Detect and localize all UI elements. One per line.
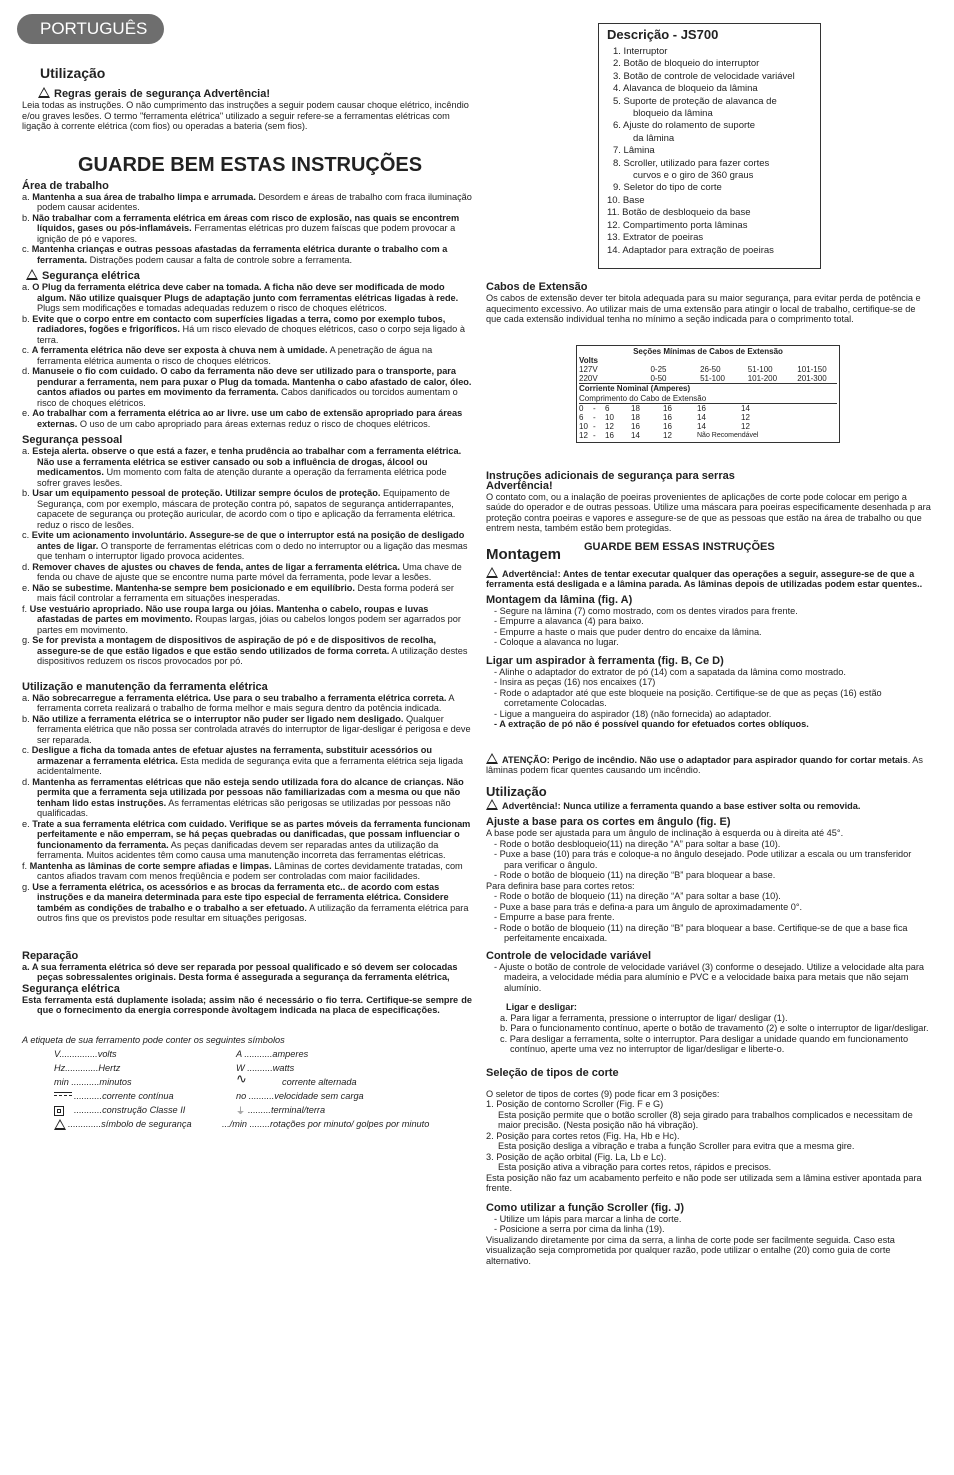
class-ii-icon: [54, 1106, 64, 1116]
atencao-text: . As lâminas podem ficar quentes causando um incêndio.: [486, 754, 924, 776]
reparacao-list: [22, 962, 472, 983]
list-line: - Puxe a base para trás e defina-a para um ângulo de aproximadamente 0°.: [494, 901, 803, 912]
item-marker: c.: [22, 345, 30, 355]
item-bold: Mantenha as lâminas de corte sempre afiadas e limpas.: [29, 860, 272, 871]
dc-current-icon: [54, 1092, 72, 1096]
regras-title: Regras gerais de segurança Advertência!: [54, 88, 271, 100]
warning-icon: [486, 799, 498, 810]
list-item: [22, 562, 472, 583]
item-text: O transporte de ferramentas elétricas com o dedo no interruptor ou a ligação das mesmas que tenham o interruptor ligado provoca acidentes.: [37, 540, 468, 561]
list-line: - Empurre a alavanca (4) para baixo.: [494, 616, 644, 627]
table-cell: 51-100: [700, 374, 725, 384]
ligar-list: [486, 1013, 932, 1055]
ac-current-icon: ∿: [236, 1071, 247, 1086]
item-marker: c.: [22, 244, 30, 254]
util-warning: Advertência!: Nunca utilize a ferramenta quando a base estiver solta ou removida.: [502, 800, 861, 811]
item-text: Desordem e áreas de trabalho com fraca iluminação podem causar acidentes.: [37, 191, 472, 212]
item-bold: Manuseie o fio com cuidado. O cabo da ferramenta não deve ser utilizado para o transporte, para pendurar a ferramenta, nem para puxar o Plug da tomada. Mantenha o cabo afastado de calor, óleo. cantos afiados ou partes em movimento da ferramenta.: [32, 366, 472, 397]
table-cell: 12: [741, 422, 750, 432]
item-text: Um momento com falta de atenção durante a operação da ferramenta elétrica pode sofrer graves lesões.: [37, 467, 447, 488]
list-line: 2. Posição para cortes retos (Fig. Ha, Hb e Hc).: [486, 1130, 680, 1141]
symbol-amperes: A ...........amperes: [236, 1049, 309, 1059]
item-bold: A sua ferramenta elétrica só deve ser reparada por pessoal qualificado e só devem ser colocadas peças sobressalentes originais. Desta forma é assegurada a segurança da ferramenta elétrica,: [31, 961, 458, 982]
item-text: A penetração de água na ferramenta elétrica aumenta o risco de choques elétricos.: [37, 345, 433, 366]
list-item: [22, 745, 472, 777]
item-bold: Evite que o corpo entre em contacto com superfícies ligadas a terra, como por exemplo tubos, radiadores, fogões e frigoríficos.: [32, 313, 446, 334]
table-comprimento: Comprimento do Cabo de Extensão: [579, 394, 837, 404]
table-row: [579, 431, 837, 440]
item-marker: d.: [22, 776, 30, 787]
selecao-title: Seleção de tipos de corte: [486, 1066, 619, 1079]
list-line: - Insira as peças (16) nos encaixes (17): [494, 677, 656, 688]
item-bold: O Plug da ferramenta elétrica deve caber na tomada. A ficha não deve ser modificada de modo algum. Não utilize quaisquer Plugs de adaptação junto com ferramentas elétricas ligadas à rede.: [32, 282, 459, 303]
item-marker: e.: [22, 408, 30, 418]
item-marker: c.: [22, 530, 30, 540]
utilizacao2-title: Utilização: [486, 783, 547, 799]
description-item: 5. Suporte de proteção de alavanca de: [613, 95, 777, 107]
description-title: Descrição - JS700: [607, 27, 719, 42]
right-column: [486, 281, 932, 1266]
item-text: Distrações podem causar a falta de controle sobre a ferramenta.: [87, 254, 353, 265]
item-marker: a.: [22, 282, 30, 292]
table-cell: 127V: [579, 364, 598, 374]
seg-el2-text: Esta ferramenta está duplamente isolada; assim não é necessário o fio terra. Certifique-se sempre de que o fornecimento da energia corresponde àvoltagem indicada na placa de especificações.: [22, 994, 472, 1015]
table-cell: 12: [741, 412, 750, 422]
table-cell: 0-25: [650, 364, 667, 374]
list-item: [22, 693, 472, 714]
table-cell: 0: [579, 403, 584, 413]
item-marker: a.: [22, 191, 30, 202]
list-line: - Empurre a haste o mais que puder dentro do encaixe da lâmina.: [494, 626, 762, 637]
aspirador-title: Ligar um aspirador à ferramenta (fig. B, Ce D): [486, 654, 724, 667]
table-cell: 12: [579, 431, 588, 441]
item-bold: Mantenha as ferramentas elétricas que não esteja sendo utilizada fora do alcance de crianças. Não permita que a ferramenta seja utilizada por pessoas não familiarizadas com a mesma ou que não tenham lido estas instruções.: [32, 776, 464, 808]
symbol-dc: ...........corrente contínua: [74, 1091, 174, 1101]
table-cell: 16: [697, 403, 706, 413]
instr-adv: Advertência!: [486, 479, 553, 492]
instr-title: Instruções adicionais de segurança para serras: [486, 469, 735, 482]
item-marker: f.: [22, 603, 28, 614]
item-marker: b.: [22, 212, 30, 223]
table-title: Seções Mínimas de Cabos de Extensão: [633, 346, 783, 356]
selecao-list: [486, 1089, 932, 1194]
item-marker: b.: [22, 313, 30, 324]
list-line: - Empurre a base para frente.: [494, 912, 615, 923]
description-item: 6. Ajuste do rolamento de suporte: [613, 120, 756, 132]
list-item: [22, 314, 472, 346]
item-text: As peças danificadas devem ser reparadas antes da utilização da ferramenta. Muitos acidentes têm como causa uma manutenção incorreta das ferramentas elétricas.: [37, 839, 446, 860]
list-item: [22, 488, 472, 530]
list-line: 1. Posição de contorno Scroller (Fig. F e G): [486, 1099, 664, 1110]
item-text: Lâminas de cortes devidamente tratadas, com cantos afiados travam com menos freqüência e podem ser controladas com maior facilidades.: [37, 860, 463, 881]
item-marker: e.: [22, 818, 30, 829]
seg-el2-title: Segurança elétrica: [22, 982, 120, 995]
ligar-title: Ligar e desligar:: [506, 1002, 577, 1013]
mont-lamina-title: Montagem da lâmina (fig. A): [486, 593, 633, 606]
list-line: - Ligue a mangueira do aspirador (18) (não fornecida) ao adaptador.: [494, 708, 772, 719]
table-cell: 12: [663, 431, 672, 441]
description-box: [598, 23, 821, 269]
cabos-title: Cabos de Extensão: [486, 281, 588, 293]
symbol-volts: V...............volts: [54, 1049, 117, 1059]
table-cell: 18: [631, 412, 640, 422]
seg-el-title: Segurança elétrica: [42, 270, 140, 282]
item-text: Ferramentas elétricas pro duzem faíscas que podem provocar a ignição de pó e vapores.: [37, 223, 456, 244]
description-item: bloqueio da lâmina: [633, 108, 713, 120]
item-marker: a.: [22, 446, 30, 456]
uso-title: Utilização e manutenção da ferramenta elétrica: [22, 680, 268, 693]
description-item: 9. Seletor do tipo de corte: [613, 182, 722, 194]
item-text: A utilização destes dispositivos reduzem os riscos provocados por pó.: [37, 645, 468, 666]
list-item: [22, 635, 472, 667]
ajuste-list: [486, 828, 932, 944]
table-cell: -: [593, 422, 596, 432]
table-cell: 16: [663, 412, 672, 422]
area-title: Área de trabalho: [22, 179, 109, 192]
list-line: O seletor de tipos de cortes (9) pode ficar em 3 posições:: [486, 1088, 720, 1099]
aspirador-bold: - A extração de pó não é possível quando for efetuados cortes oblíquos.: [494, 719, 809, 730]
list-line: Esta posição ativa a vibração para cortes retos, rápidos e precisos.: [498, 1162, 772, 1173]
table-cell: 0-50: [650, 374, 667, 384]
item-bold: Remover chaves de ajustes ou chaves de fenda, antes de ligar a ferramenta elétrica.: [32, 561, 400, 572]
scroller-title: Como utilizar a função Scroller (fig. J): [486, 1201, 685, 1214]
description-item: 11. Botão de desbloqueio da base: [607, 207, 751, 219]
list-line: Esta posição não faz um acabamento perfeito e não pode ser utilizada sem a lâmina estiver apontada para frente.: [486, 1172, 922, 1194]
list-item: [22, 604, 472, 636]
left-column: [22, 66, 472, 1139]
description-item: 13. Extrator de poeiras: [607, 232, 704, 244]
guarde-heading: GUARDE BEM ESTAS INSTRUÇÕES: [78, 153, 423, 176]
table-cell: 16: [631, 422, 640, 432]
item-text: Qualquer ferramenta elétrica que não possa ser controlada através do interruptor de ligar-desligar é perigosa e deve ser reparada.: [37, 713, 471, 745]
extension-table: [576, 345, 840, 443]
symbol-safety: .............símbolo de segurança: [68, 1119, 192, 1129]
list-item: [22, 962, 472, 983]
list-item: [22, 530, 472, 562]
description-item: curvos e o giro de 360 graus: [633, 170, 754, 182]
table-cell: 16: [663, 422, 672, 432]
list-line: Visualizando diretamente por cima da serra, a linha de corte pode ser facilmente seguida. Caso esta visualização seja comprometida por qualquer razão, pode utilizar o entalhe (20) como guia de corte alternativo.: [486, 1234, 895, 1266]
item-text: Cabos danificados ou torcidos aumentam o risco de choques elétricos.: [37, 387, 458, 408]
item-text: Há um risco elevado de choques elétricos, caso o corpo seja ligado à terra.: [37, 324, 465, 345]
fire-warning-icon: [486, 753, 498, 764]
controle-text: - Ajuste o botão de controle de velocidade variável (3) conforme o desejado. Utilize a velocidade alta para madeira, a velocidade média para alumínio e PVC e a velocidade baixa para metais que não sejam alumínio.: [494, 961, 925, 993]
aspirador-list: [486, 667, 932, 720]
item-text: A utilização da ferramenta elétrica para outros fins que os previstos pode resultar em situações perigosas.: [37, 902, 469, 923]
list-line: A base pode ser ajustada para um ângulo de inclinação à esquerda ou à direita até 45°.: [486, 828, 844, 839]
section-title-utilizacao: Utilização: [40, 65, 106, 81]
list-item: [22, 583, 472, 604]
item-bold: Trate a sua ferramenta elétrica com cuidado. Verifique se as partes móveis da ferramenta funcionam perfeitamente e não emperram, se há peças quebradas ou danificadas, que possam influenciar o funcionamento da ferramenta.: [32, 818, 471, 850]
list-item: [22, 819, 472, 861]
table-cell: 6: [605, 403, 610, 413]
item-marker: f.: [22, 860, 28, 871]
table-volts: Volts: [579, 355, 598, 365]
item-marker: b.: [22, 713, 30, 724]
item-text: A ferramenta correta realizará o trabalho de forma melhor e mais segura dentro da potência indicada.: [37, 692, 455, 713]
list-line: - Rode o botão de bloqueio (11) na direção “B” para bloquear a base.: [494, 870, 776, 881]
table-cell: 10: [605, 412, 614, 422]
warning-icon: [38, 87, 50, 98]
seg-pes-list: [22, 446, 472, 667]
item-bold: Usar um equipamento pessoal de proteção. Utilizar sempre óculos de proteção.: [32, 488, 381, 498]
table-cell: 18: [631, 403, 640, 413]
list-line: - Rode o botão de bloqueio (11) na direção “B” para bloquear a base. Certifique-se de que a base fica perfeitamente encaixada.: [494, 922, 908, 944]
table-cell: -: [593, 412, 596, 422]
guarde2-heading: GUARDE BEM ESSAS INSTRUÇÕES: [584, 540, 775, 553]
ajuste-title: Ajuste a base para os cortes em ângulo (fig. E): [486, 816, 731, 829]
item-marker: e.: [22, 582, 30, 593]
symbol-rpm: .../min ........rotações por minuto/ golpes por minuto: [222, 1119, 430, 1129]
item-bold: Não utilize a ferramenta elétrica se o interruptor não puder ser ligado nem desligado.: [32, 713, 404, 724]
list-item: [22, 282, 472, 314]
list-line: 3. Posição de ação orbital (Fig. La, Lb e Lc).: [486, 1151, 667, 1162]
table-cell: 14: [697, 422, 706, 432]
item-bold: Use vestuário apropriado. Não use roupa larga ou jóias. Mantenha o cabelo, roupas e luvas afastadas de partes em movimento.: [29, 603, 429, 624]
list-line: b. Para o funcionamento contínuo, aperte o botão de travamento (2) e solte o interruptor de ligar/desligar.: [500, 1023, 929, 1034]
table-amp-rows: [579, 404, 837, 441]
list-line: - Segure na lâmina (7) como mostrado, com os dentes virados para frente.: [494, 605, 798, 616]
item-bold: Use a ferramenta elétrica, os acessórios e as brocas da ferramenta etc.. de acordo com estas instruções e da maneira determinada para este tipo especial de ferramenta elétrica. Considere também as condições de trabalho e o trabalho a ser efetuado.: [32, 881, 449, 913]
symbol-ac: corrente alternada: [282, 1077, 357, 1087]
table-cell: [777, 431, 807, 440]
item-marker: a.: [22, 961, 30, 972]
list-line: - Rode o botão de bloqueio (11) na direção “A” para soltar a base (10).: [494, 891, 781, 902]
description-item: 10. Base: [607, 194, 645, 206]
item-bold: Mantenha a sua área de trabalho limpa e arrumada.: [32, 191, 256, 202]
table-cell: 101-150: [797, 364, 827, 374]
description-item: 7. Lâmina: [613, 145, 655, 157]
list-item: [22, 345, 472, 366]
table-cell: 201-300: [797, 374, 827, 384]
item-marker: g.: [22, 881, 30, 892]
list-line: a. Para ligar a ferramenta, pressione o interruptor de ligar/ desligar (1).: [500, 1012, 788, 1023]
item-text: Roupas largas, jóias ou cabelos longos podem ser agarrados por partes em movimento.: [37, 614, 461, 635]
atencao-bold: ATENÇÃO: Perigo de incêndio. Não use o adaptador para aspirador quando for cortar metais: [502, 754, 908, 765]
table-row: [579, 404, 837, 413]
symbol-hertz: Hz.............Hertz: [54, 1063, 121, 1073]
description-list: [607, 46, 820, 257]
list-item: [22, 861, 472, 882]
symbol-no-load: no ..........velocidade sem carga: [236, 1091, 364, 1101]
description-item: 8. Scroller, utilizado para fazer cortes: [613, 157, 770, 169]
list-line: - Alinhe o adaptador do extrator de pó (14) com a sapatada da lâmina como mostrado.: [494, 666, 846, 677]
list-line: - Rode o adaptador até que este bloqueie na posição. Certifique-se de que as peças (16) estão corretamente Colocadas.: [494, 687, 882, 709]
list-line: - Rode o botão desbloqueio(11) na direção “A” para soltar a base (10).: [494, 838, 781, 849]
list-item: [22, 714, 472, 746]
table-corrente: Corriente Nominal (Amperes): [579, 384, 691, 394]
list-item: [22, 192, 472, 213]
symbol-minutes: min ...........minutos: [54, 1077, 132, 1087]
item-marker: g.: [22, 635, 30, 645]
list-line: - Posicione a serra por cima da linha (19).: [494, 1224, 665, 1235]
item-marker: a.: [22, 692, 30, 703]
list-item: [22, 777, 472, 819]
item-bold: Não trabalhar com a ferramenta elétrica em áreas com risco de explosão, nas quais se encontrem líquidos, gases ou pós-inflamáveis.: [32, 212, 460, 233]
montagem-warning: Advertência!: Antes de tentar executar qualquer das operações a seguir, assegure-se de que a ferramenta está desligada e a lâmina parada. As lâminas depois de utilizadas podem estar quentes..: [486, 568, 923, 590]
item-marker: d.: [22, 366, 30, 376]
earth-terminal-icon: ⏚: [236, 1106, 246, 1116]
list-line: - Utilize um lápis para marcar a linha de corte.: [494, 1213, 682, 1224]
table-cell: 14: [741, 403, 750, 413]
table-cell: Não Recomendável: [697, 432, 759, 440]
description-item: 4. Alavanca de bloqueio da lâmina: [613, 83, 758, 95]
table-cell: 12: [605, 422, 614, 432]
seg-pes-title: Segurança pessoal: [22, 434, 123, 446]
table-cell: 16: [663, 403, 672, 413]
item-bold: Se for prevista a montagem de dispositivos de aspiração de pó e de dispositivos de recolha, assegure-se de que estão ligados e que estão sendo utilizados de forma correta.: [32, 635, 437, 656]
list-item: [22, 213, 472, 245]
list-line: - Coloque a alavanca no lugar.: [494, 637, 619, 648]
safety-symbol-icon: [54, 1119, 66, 1130]
item-marker: c.: [22, 745, 30, 755]
symbol-watts: W ..........watts: [236, 1063, 295, 1073]
item-text: As ferramentas elétricas são perigosas se utilizadas por pessoas não qualificadas.: [37, 797, 451, 818]
controle-title: Controle de velocidade variável: [486, 949, 652, 962]
description-item: 1. Interruptor: [613, 46, 668, 57]
regras-text: Leia todas as instruções. O não cumprimento das instruções a seguir podem causar choque elétrico, incêndio e/ou graves lesões. O termo "ferramenta elétrica" utilizado a seguir refere-se a ferramentas elétricas com ligação à corrente elétrica (com fios) ou operadas a bateria (sem fios).: [22, 100, 469, 131]
description-item: da lâmina: [633, 132, 675, 144]
table-cell: 14: [631, 431, 640, 441]
item-text: Uma chave de fenda ou chave de ajuste que se encontre numa parte móvel da ferramenta, pode levar a lesões.: [37, 561, 462, 582]
symbol-class-ii: ...........construção Classe II: [74, 1105, 186, 1115]
description-item: 3. Botão de controle de velocidade variável: [613, 70, 795, 82]
etiqueta-text: A etiqueta de sua ferramento pode conter os seguintes símbolos: [22, 1034, 285, 1045]
item-text: Desta forma poderá ser mais fácil controlar a ferramenta em situações inesperadas.: [37, 582, 454, 603]
list-item: [22, 882, 472, 924]
area-list: [22, 192, 472, 266]
uso-list: [22, 693, 472, 924]
item-bold: Esteja alerta. observe o que está a fazer, e tenha prudência ao trabalhar com a ferramenta elétrica. Não use a ferramenta elétrica se estiver cansado ou sob a influência de drogas, álcool ou medicamentos.: [32, 446, 462, 477]
scroller-list: [486, 1214, 932, 1267]
table-row-220: [579, 374, 837, 384]
table-cell: -: [593, 403, 596, 413]
table-cell: 14: [697, 412, 706, 422]
table-cell: 220V: [579, 374, 598, 384]
item-bold: Evite um acionamento involuntário. Assegure-se de que o interruptor está na posição de desligado antes de ligar.: [31, 530, 465, 551]
list-item: [22, 408, 472, 429]
description-item: 12. Compartimento porta lâminas: [607, 219, 748, 231]
list-line: Esta posição desliga a vibração e traba a função Scroller para evitra que a mesma gire.: [498, 1141, 855, 1152]
item-text: Plugs sem modificações e tomadas adequadas reduzem o risco de choques elétricos.: [37, 303, 387, 313]
description-item: 14. Adaptador para extração de poeiras: [607, 244, 774, 256]
item-marker: b.: [22, 488, 30, 498]
instr-text: O contato com, ou a inalação de poeiras provenientes de aplicações de corte pode colocar em perigo a saúde do operador e de outras pessoas. Utilize uma máscara para poeiras especificamente desenhada p ara proteção contra poeiras e vapores e assegure-se de que as pessoas que estão na área de trabalho ou que entrem nesta, também estão bem protegidas.: [486, 491, 931, 534]
list-line: Esta posição permite que o botão scroller (8) seja girado para trabalhos complicados e necessitam de maior precisão. (Nesta posição não há vibração).: [498, 1109, 913, 1131]
description-item: 2. Botão de bloqueio do interruptor: [613, 58, 760, 70]
table-row-127: [579, 365, 837, 374]
item-bold: Mantenha crianças e outras pessoas afastadas da ferramenta elétrica durante o trabalho com a ferramenta.: [31, 244, 448, 265]
list-item: [22, 446, 472, 488]
item-bold: Ao trabalhar com a ferramenta elétrica ao ar livre. use um cabo de extensão apropriado para áreas externas.: [32, 408, 463, 429]
item-bold: Não sobrecarregue a ferramenta elétrica. Use para o seu trabalho a ferramenta elétrica correta.: [32, 692, 447, 703]
item-bold: Desligue a ficha da tomada antes de efetuar ajustes na ferramenta, substituir acessórios ou armazenar a ferramenta elétrica.: [31, 745, 433, 766]
montagem-title: Montagem: [486, 545, 561, 563]
table-cell: 10: [579, 422, 588, 432]
list-line: c. Para desligar a ferramenta, solte o interruptor. Para desligar a unidade quando em funcionamento contínuo, aperte uma vez no interruptor de ligar/desligar e liberte-o.: [500, 1033, 909, 1055]
warning-icon: [486, 567, 498, 578]
language-tab: PORTUGUÊS: [17, 14, 164, 44]
table-cell: 101-200: [747, 374, 778, 384]
table-cell: -: [593, 431, 596, 441]
item-marker: d.: [22, 561, 30, 572]
item-text: O uso de um cabo apropriado para áreas externas reduz o risco de choques elétricos.: [77, 418, 431, 429]
table-row: [579, 422, 837, 431]
table-cell: 16: [605, 431, 614, 441]
item-bold: A ferramenta elétrica não deve ser exposta à chuva nem à umidade.: [31, 345, 328, 355]
table-row: [579, 413, 837, 422]
warning-icon: [26, 269, 38, 280]
table-cell: 26-50: [700, 364, 721, 374]
item-bold: Não se subestime. Mantenha-se sempre bem posicionado e em equilíbrio.: [32, 582, 355, 593]
list-line: - Puxe a base (10) para trás e coloque-a no ângulo desejado. Pode utilizar a escala ou um transferidor para verificar o ângulo.: [494, 849, 912, 870]
item-text: Equipamento de Segurança, com por exemplo, máscara de proteção contra pó, sapatos de segurança antiderrapantes, capacete de segurança ou proteção auricular, de acordo com o tipo e aplicação da ferramenta elétrica. reduz o risco de lesões.: [37, 488, 456, 530]
symbol-terminal: .........terminal/terra: [248, 1105, 326, 1115]
table-cell: 51-100: [747, 364, 773, 374]
list-item: [22, 366, 472, 408]
list-line: Para definira base para cortes retos:: [486, 880, 635, 891]
seg-el-list: [22, 282, 472, 429]
cabos-text: Os cabos de extensão dever ter bitola adequada para su maior segurança, para evitar perda de potência e aquecimento excessivo. Ao utilizar mais de uma extensão para atingir o local de trabalho, certifique-se de que cada extensão individual tenha no mínimo a seção indicada para o comprimento total.: [486, 293, 921, 324]
symbols-table: [22, 1049, 472, 1139]
item-text: Esta medida de segurança evita que a ferramenta elétrica seja ligada acidentalmente.: [37, 755, 463, 776]
table-cell: 6: [579, 412, 584, 422]
reparacao-title: Reparação: [22, 949, 79, 962]
list-item: [22, 244, 472, 265]
mont-lamina-list: [486, 606, 932, 648]
